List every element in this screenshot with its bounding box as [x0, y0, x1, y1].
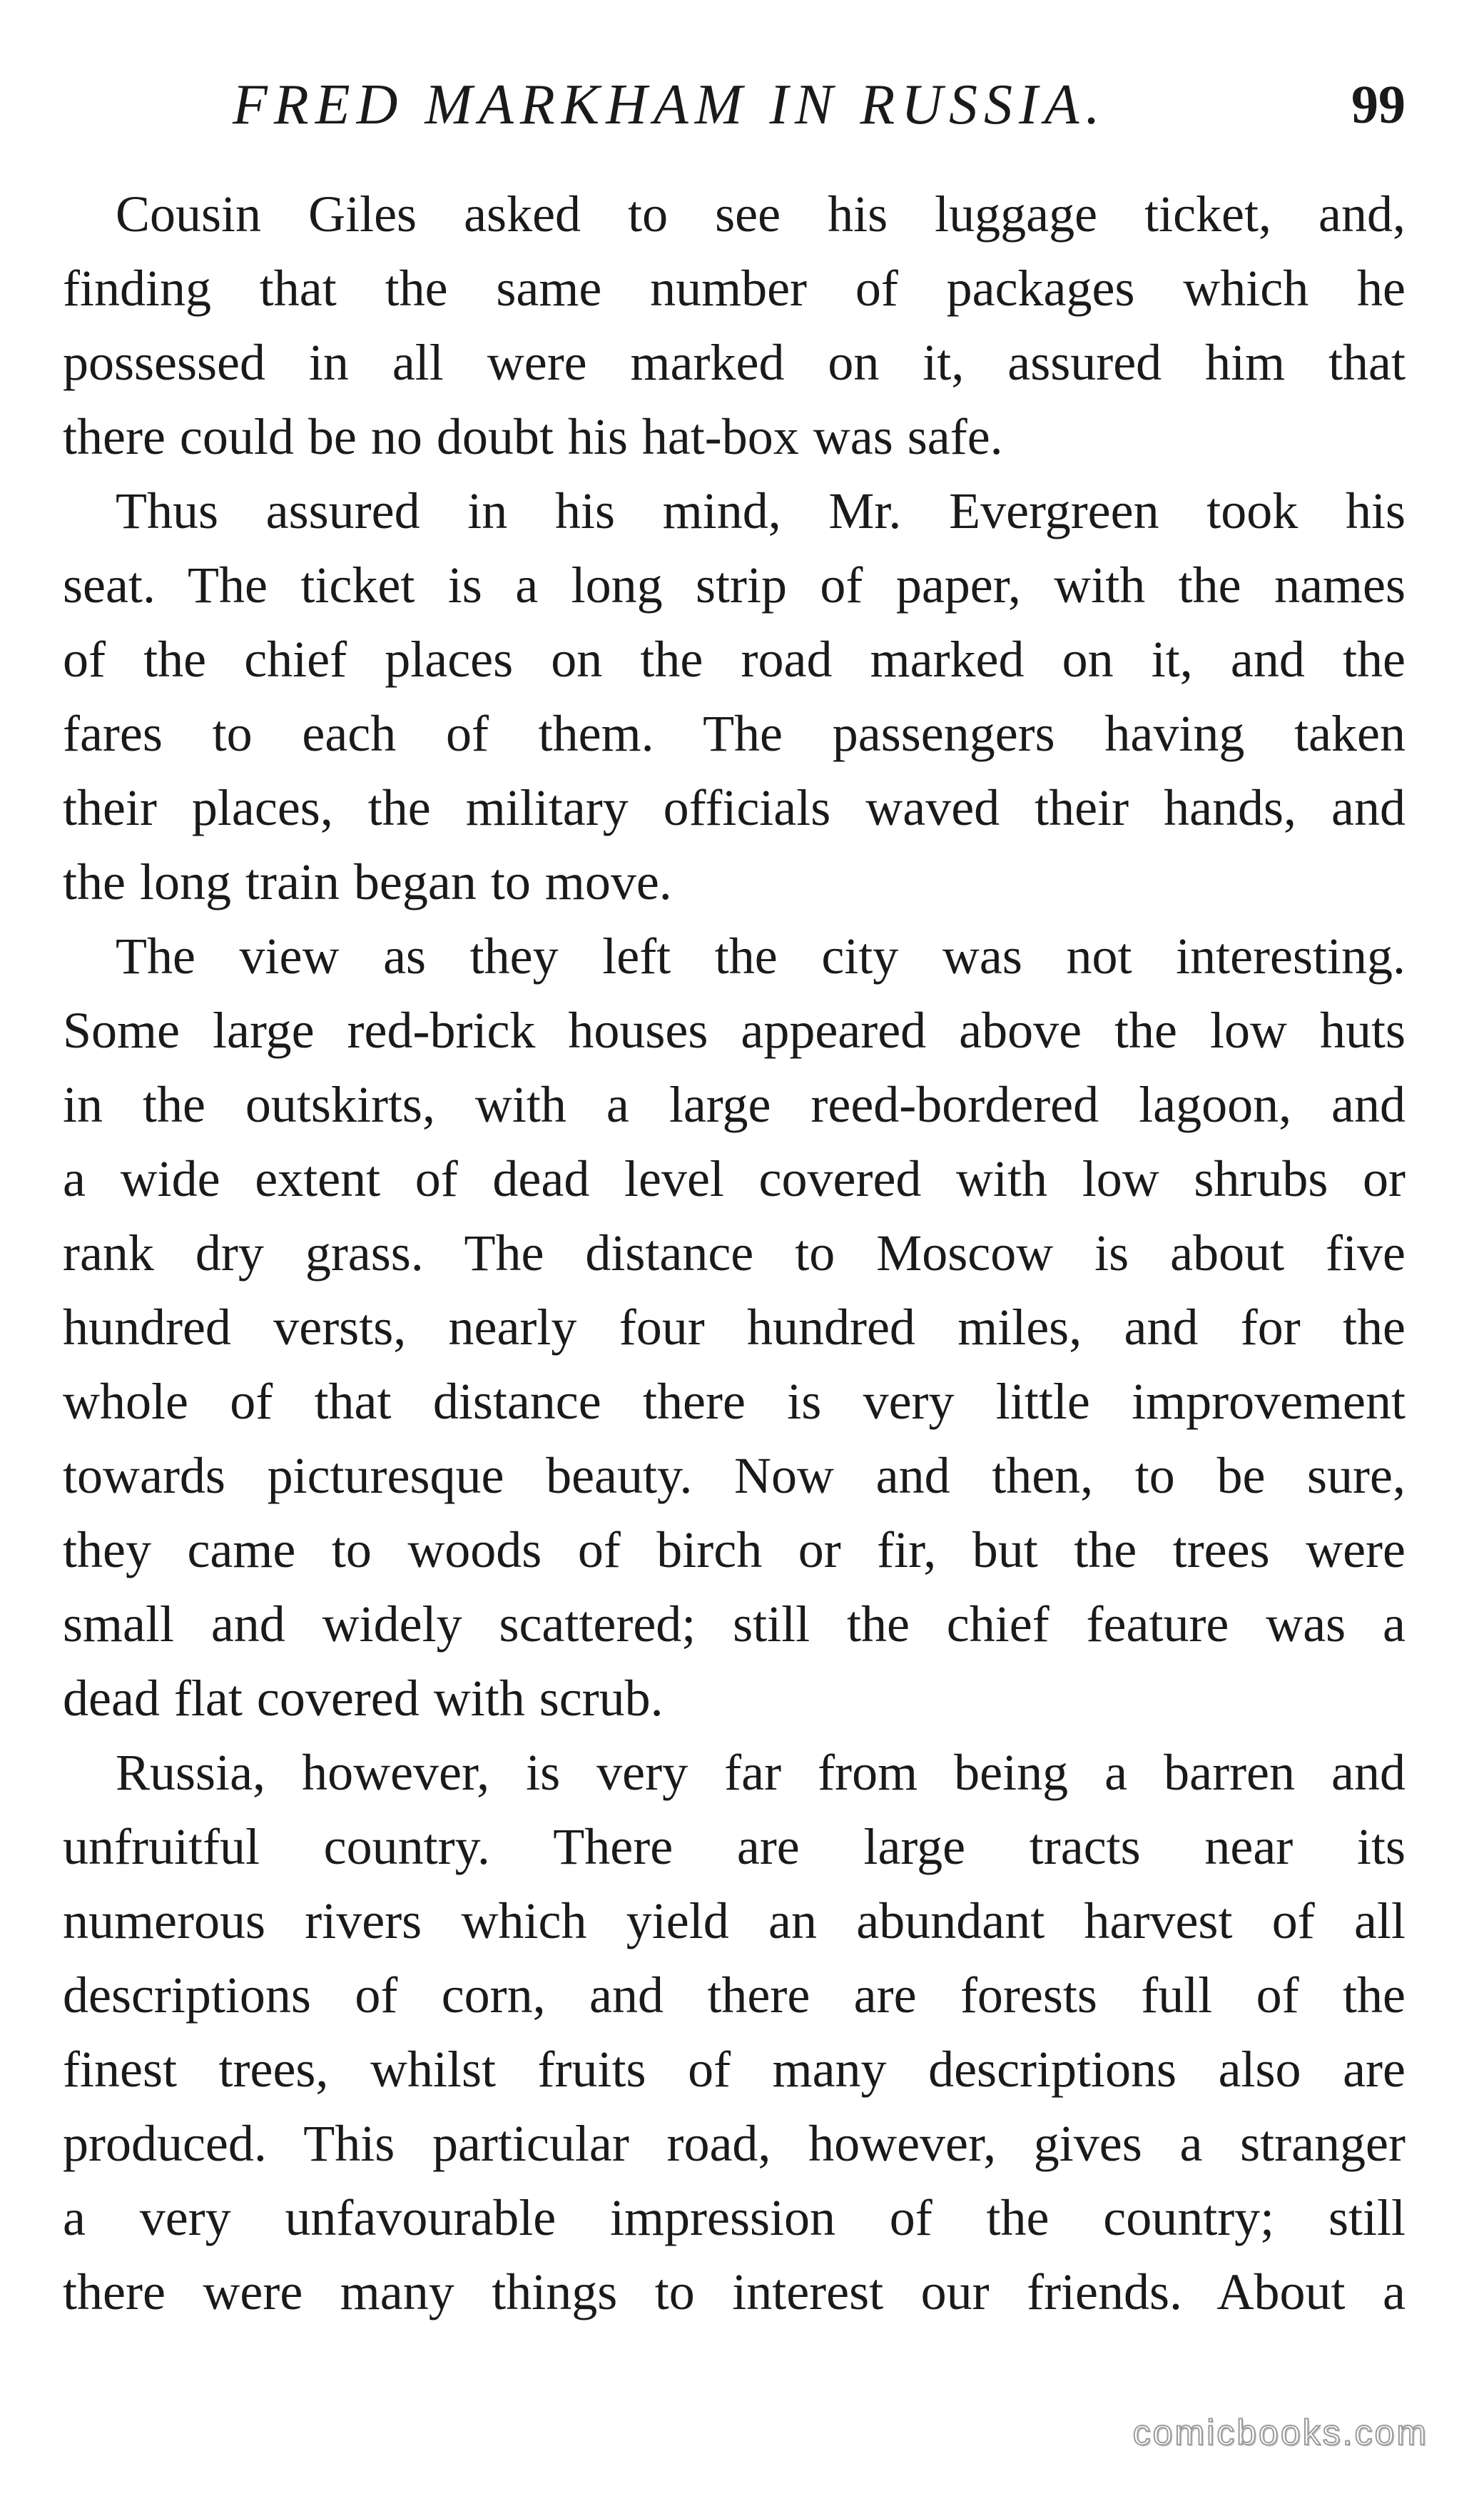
- text-line: finest trees, whilst fruits of many descriptions also are: [63, 2041, 1406, 2098]
- watermark: comicbooks.com: [1132, 2413, 1428, 2452]
- running-head: [61, 66, 1406, 144]
- text-line: Some large red-brick houses appeared above the low huts: [63, 1002, 1406, 1059]
- text-line: towards picturesque beauty. Now and then, to be sure,: [63, 1447, 1406, 1504]
- text-line: numerous rivers which yield an abundant harvest of all: [63, 1892, 1406, 1949]
- text-line: Russia, however, is very far from being a barren and: [116, 1744, 1406, 1801]
- text-line: their places, the military officials waved their hands, and: [63, 779, 1406, 836]
- text-line: fares to each of them. The passengers having taken: [63, 705, 1406, 762]
- text-line: there were many things to interest our friends. About a: [63, 2263, 1406, 2320]
- text-line: possessed in all were marked on it, assured him that: [63, 334, 1406, 391]
- text-line: unfruitful country. There are large tracts near its: [63, 1818, 1406, 1875]
- text-line: descriptions of corn, and there are forests full of the: [63, 1967, 1406, 2024]
- text-line: of the chief places on the road marked on it, and the: [63, 631, 1406, 688]
- text-line: in the outskirts, with a large reed-bordered lagoon, and: [63, 1076, 1406, 1133]
- text-line: the long train began to move.: [63, 853, 672, 910]
- text-line: finding that the same number of packages which he: [63, 260, 1406, 317]
- text-line: seat. The ticket is a long strip of paper, with the names: [63, 557, 1406, 614]
- page-number: 99: [1351, 75, 1406, 135]
- paragraph: [63, 474, 1406, 919]
- body-text: [63, 177, 1406, 2329]
- text-line: whole of that distance there is very little improvement: [63, 1373, 1406, 1430]
- text-line: dead flat covered with scrub.: [63, 1670, 664, 1727]
- text-line: they came to woods of birch or fir, but the trees were: [63, 1521, 1406, 1578]
- text-line: a very unfavourable impression of the country; still: [63, 2189, 1406, 2246]
- text-line: produced. This particular road, however, gives a stranger: [63, 2115, 1406, 2172]
- text-line: The view as they left the city was not interesting.: [116, 928, 1406, 985]
- text-line: there could be no doubt his hat-box was safe.: [63, 408, 1003, 465]
- text-line: a wide extent of dead level covered with low shrubs or: [63, 1150, 1406, 1207]
- text-line: small and widely scattered; still the chief feature was a: [63, 1595, 1406, 1653]
- text-line: rank dry grass. The distance to Moscow is about five: [63, 1224, 1406, 1282]
- paragraph: [63, 177, 1406, 474]
- text-line: Thus assured in his mind, Mr. Evergreen took his: [116, 482, 1406, 539]
- text-line: Cousin Giles asked to see his luggage ticket, and,: [116, 186, 1406, 243]
- running-title: FRED MARKHAM IN RUSSIA.: [233, 73, 1107, 136]
- paragraph: [63, 919, 1406, 1735]
- paragraph: [63, 1735, 1406, 2329]
- text-line: hundred versts, nearly four hundred miles, and for the: [63, 1299, 1406, 1356]
